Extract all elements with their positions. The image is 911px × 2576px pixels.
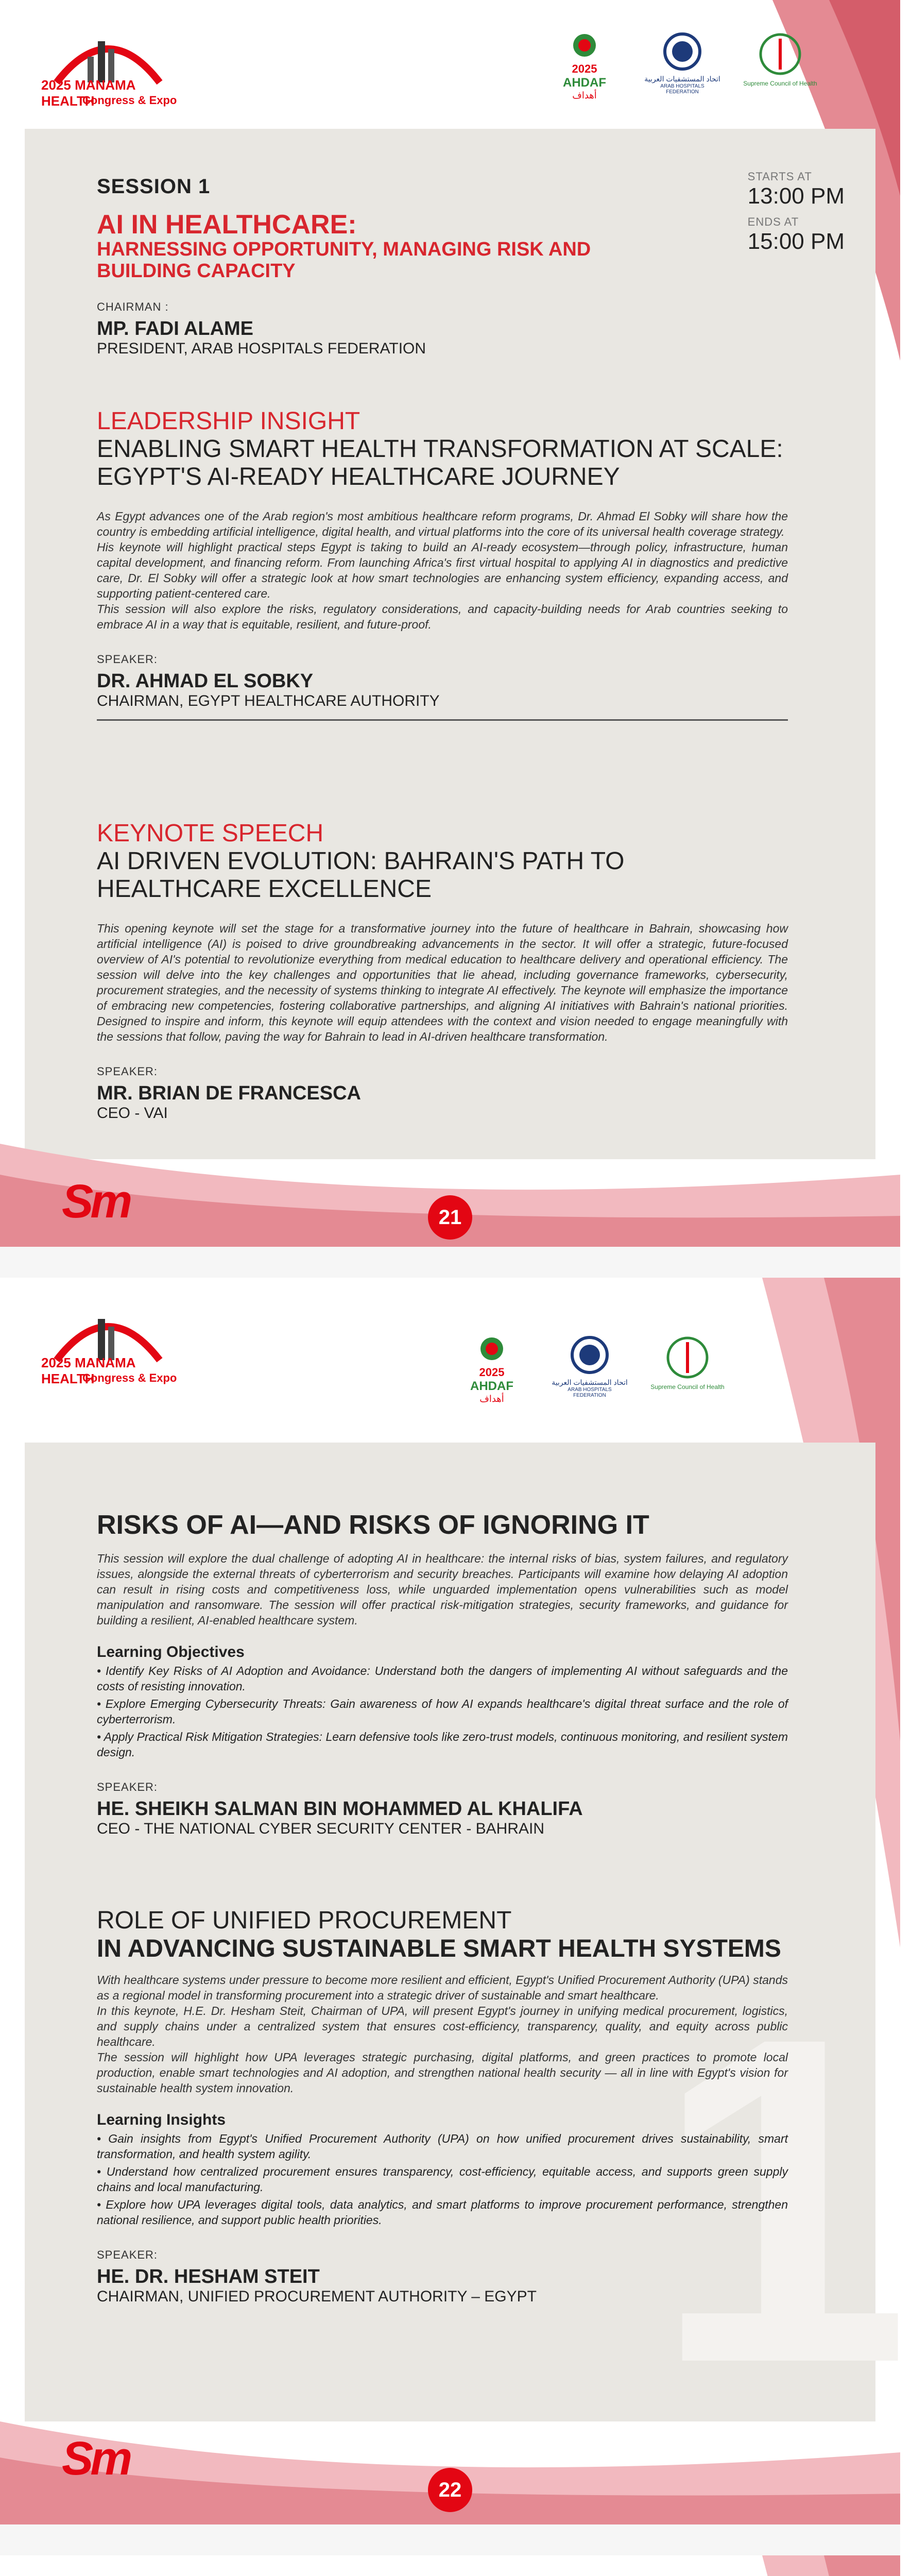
- event-subname: Congress & Expo: [82, 94, 177, 107]
- insight-item: • Understand how centralized procurement ensures transparency, cost-efficiency, equitable access, and supports green supply chains and local manufacturing.: [97, 2165, 788, 2194]
- speaker-label: SPEAKER:: [97, 653, 158, 666]
- ahdaf-logo: [453, 1334, 530, 1404]
- pink-decoration-top: [659, 2555, 900, 2576]
- insight-paragraph: As Egypt advances one of the Arab region's most ambitious healthcare reform programs, Dr. Ahmad El Sobky will share how the country is embedding artificial intelligence, digital health, and virtual platforms into the core of its universal health coverage strategy.: [97, 510, 788, 538]
- page-gap: [0, 1247, 900, 1278]
- learning-insights-heading: Learning Insights: [97, 2111, 226, 2128]
- risks-title: RISKS OF AI—AND RISKS OF IGNORING IT: [97, 1510, 649, 1540]
- arab-hospitals-logo: [551, 1334, 628, 1401]
- learning-objectives-heading: Learning Objectives: [97, 1643, 245, 1660]
- partner-logos: [453, 1334, 726, 1404]
- partner-logos: [546, 31, 819, 98]
- speaker-role: CEO - VAI: [97, 1105, 168, 1122]
- page-number: 21: [428, 1195, 472, 1240]
- procurement-section: [97, 1906, 788, 2306]
- arab-hospitals-arabic: اتحاد المستشفيات العربية: [552, 1378, 628, 1386]
- keynote-speech: [97, 819, 788, 1122]
- supreme-council-logo: [742, 31, 819, 98]
- procurement-subtitle: IN ADVANCING SUSTAINABLE SMART HEALTH SYSTEMS: [97, 1935, 781, 1962]
- caduceus-icon: [664, 1334, 711, 1381]
- session-card: [25, 1443, 911, 2459]
- session-number: SESSION 1: [97, 175, 211, 198]
- event-year: 2025: [41, 1355, 71, 1370]
- objective-item: • Explore Emerging Cybersecurity Threats: Gain awareness of how AI expands healthcare's digital threat surface and the role of cyberterrorism.: [97, 1697, 788, 1726]
- supreme-council-name: Supreme Council of Health: [650, 1383, 725, 1391]
- arab-hospitals-english: ARAB HOSPITALS FEDERATION: [660, 83, 704, 95]
- ahdaf-name: AHDAF: [563, 76, 606, 90]
- caduceus-icon: [757, 31, 803, 77]
- session-time: [748, 170, 845, 255]
- ends-time: 15:00 PM: [747, 229, 845, 254]
- section-divider: [97, 719, 788, 721]
- globe-icon: [659, 31, 706, 72]
- insight-type: LEADERSHIP INSIGHT: [97, 408, 360, 435]
- page-23: [0, 2555, 900, 2576]
- arab-hospitals-logo: [644, 31, 721, 98]
- speaker-role: CHAIRMAN, EGYPT HEALTHCARE AUTHORITY: [97, 692, 440, 709]
- speaker-role: CEO - THE NATIONAL CYBER SECURITY CENTER - BAHRAIN: [97, 1820, 545, 1837]
- sm-logo: Sm: [62, 2432, 130, 2485]
- page-21: [0, 0, 900, 1247]
- ahdaf-arabic: أهداف: [479, 1394, 504, 1404]
- speaker-label: SPEAKER:: [97, 1781, 158, 1793]
- chairman-role: PRESIDENT, ARAB HOSPITALS FEDERATION: [97, 340, 426, 357]
- ahdaf-arabic: أهداف: [572, 90, 597, 100]
- chairman-name: MP. FADI ALAME: [97, 318, 254, 340]
- procurement-paragraph: In this keynote, H.E. Dr. Hesham Steit, Chairman of UPA, will present Egypt's journey in unifying medical procurement, logistics, and supply chains under a centralized system that ensures cost-efficiency, transparency, quality, and equity across public healthcare.: [97, 2004, 788, 2048]
- procurement-paragraph: The session will highlight how UPA leverages strategic purchasing, digital platforms, and green practices to promote local production, enable smart technologies and AI adoption, and strengthen national health security — all in line with Egypt's vision for sustainable health system innovation.: [97, 2050, 788, 2095]
- page-22: [0, 1278, 911, 2524]
- arab-hospitals-arabic: اتحاد المستشفيات العربية: [644, 75, 720, 83]
- session-card: [25, 129, 875, 1159]
- watermark-digit: 1: [653, 1941, 911, 2459]
- manama-health-logo: [36, 21, 180, 113]
- objective-item: • Apply Practical Risk Mitigation Strategies: Learn defensive tools like zero-trust models, continuous monitoring, and resilient system design.: [97, 1730, 788, 1759]
- insight-item: • Gain insights from Egypt's Unified Procurement Authority (UPA) on how unified procurement drives sustainability, smart transformation, and health system agility.: [97, 2132, 788, 2161]
- keynote-type: KEYNOTE SPEECH: [97, 820, 324, 847]
- page-gap: [0, 2524, 900, 2555]
- ends-label: ENDS AT: [747, 215, 799, 228]
- supreme-council-name: Supreme Council of Health: [743, 80, 817, 87]
- insight-title: ENABLING SMART HEALTH TRANSFORMATION AT SCALE: EGYPT'S AI-READY HEALTHCARE JOURNEY: [97, 435, 783, 490]
- ahdaf-flower-icon: [564, 31, 605, 60]
- keynote-paragraph: This opening keynote will set the stage for a transformative journey into the future of healthcare in Bahrain, showcasing how artificial intelligence (AI) is poised to drive groundbreaking advancements in the sector. It will offer a strategic, future-focused overview of AI's potential to revolutionize everything from medical education to healthcare delivery and operational efficiency. The session will delve into the key challenges and opportunities that lie ahead, including governance frameworks, cybersecurity, procurement strategies, and the necessity of systems thinking to integrate AI effectively. The keynote will emphasize the importance of embracing new competencies, fostering collaborative partnerships, and aligning AI initiatives with Bahrain's national priorities. Designed to inspire and inform, this keynote will equip attendees with the context and vision needed to engage meaningfully with the sessions that follow, paving the way for Bahrain to lead in AI-driven healthcare transformation.: [97, 922, 788, 1043]
- session-header: [97, 175, 680, 358]
- supreme-council-logo: [649, 1334, 726, 1401]
- ahdaf-year: 2025: [572, 62, 597, 75]
- starts-time: 13:00 PM: [747, 183, 845, 209]
- globe-icon: [566, 1334, 613, 1376]
- insight-paragraph: This session will also explore the risks, regulatory considerations, and capacity-building needs for Arab countries seeking to embrace AI in a way that is equitable, resilient, and future-proof.: [97, 602, 788, 631]
- insight-paragraph: His keynote will highlight practical steps Egypt is taking to build an AI-ready ecosystem—through policy, infrastructure, human capital development, and financing reform. From launching Africa's first virtual hospital to applying AI in diagnostics and predictive care, Dr. El Sobky will offer a strategic look at how smart technologies are enhancing system efficiency, expanding access, and supporting patient-centered care.: [97, 540, 788, 600]
- ahdaf-year: 2025: [479, 1366, 505, 1379]
- speaker-name: HE. DR. HESHAM STEIT: [97, 2266, 320, 2287]
- insight-item: • Explore how UPA leverages digital tools, data analytics, and smart platforms to improve procurement performance, strengthen national resilience, and support public health priorities.: [97, 2198, 788, 2227]
- objective-item: • Identify Key Risks of AI Adoption and Avoidance: Understand both the dangers of implementing AI without safeguards and the costs of resisting innovation.: [97, 1664, 788, 1693]
- keynote-title: AI DRIVEN EVOLUTION: BAHRAIN'S PATH TO HEALTHCARE EXCELLENCE: [97, 848, 625, 903]
- event-subname: Congress & Expo: [82, 1371, 177, 1384]
- risks-section: [97, 1510, 788, 1838]
- speaker-name: MR. BRIAN DE FRANCESCA: [97, 1082, 361, 1104]
- event-year: 2025: [41, 77, 71, 93]
- speaker-label: SPEAKER:: [97, 2248, 158, 2261]
- event-name: MANAMA HEALTH: [41, 77, 135, 109]
- page-number: 22: [428, 2468, 472, 2512]
- chairman-label: CHAIRMAN :: [97, 300, 169, 313]
- leadership-insight: [97, 407, 788, 721]
- risks-paragraph: This session will explore the dual challenge of adopting AI in healthcare: the internal risks of bias, system failures, and regulatory issues, alongside the external threats of cyberterrorism and security breaches. Participants will examine how delaying AI adoption can result in rising costs and competitiveness loss, while unguarded implementation opens vulnerabilities such as model manipulation and ransomware. The session will offer practical risk-mitigation strategies, security frameworks, and guidance for building a resilient, AI-enabled healthcare system.: [97, 1552, 788, 1627]
- arab-hospitals-english: ARAB HOSPITALS FEDERATION: [568, 1387, 612, 1398]
- manama-health-logo: [36, 1298, 180, 1391]
- speaker-name: HE. SHEIKH SALMAN BIN MOHAMMED AL KHALIFA: [97, 1798, 583, 1820]
- speaker-role: CHAIRMAN, UNIFIED PROCUREMENT AUTHORITY – EGYPT: [97, 2288, 537, 2305]
- session-title: AI IN HEALTHCARE:: [97, 210, 357, 240]
- speaker-name: DR. AHMAD EL SOBKY: [97, 670, 314, 692]
- ahdaf-flower-icon: [471, 1334, 512, 1363]
- ahdaf-logo: [546, 31, 623, 98]
- speaker-label: SPEAKER:: [97, 1065, 158, 1078]
- ahdaf-name: AHDAF: [470, 1379, 513, 1393]
- sm-logo: Sm: [62, 1175, 130, 1228]
- procurement-paragraph: With healthcare systems under pressure to become more resilient and efficient, Egypt's Unified Procurement Authority (UPA) stands as a regional model in transforming procurement into a strategic driver of sustainable and smart healthcare.: [97, 1973, 788, 2002]
- event-name: MANAMA HEALTH: [41, 1355, 135, 1386]
- starts-label: STARTS AT: [747, 170, 812, 183]
- procurement-title: ROLE OF UNIFIED PROCUREMENT: [97, 1907, 512, 1934]
- session-subtitle: HARNESSING OPPORTUNITY, MANAGING RISK AND BUILDING CAPACITY: [97, 239, 591, 282]
